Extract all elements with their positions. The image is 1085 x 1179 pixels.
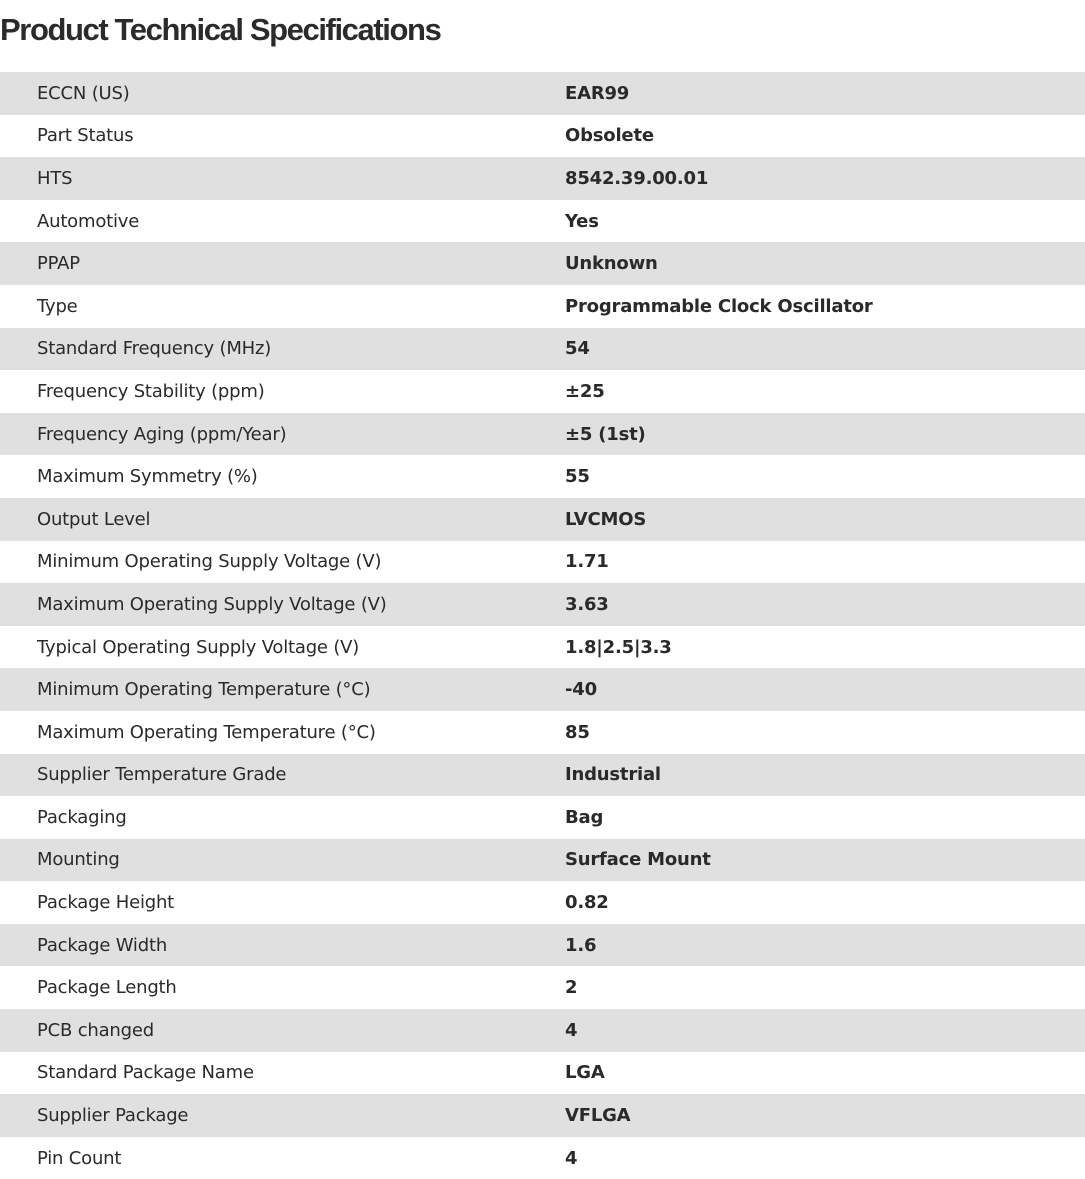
spec-row (0, 455, 1085, 498)
spec-name: Maximum Operating Supply Voltage (V) (37, 593, 387, 615)
spec-value: Surface Mount (565, 849, 711, 871)
spec-row (0, 668, 1085, 711)
spec-value: 0.82 (565, 892, 609, 914)
spec-name: Maximum Operating Temperature (°C) (37, 721, 376, 743)
spec-name: ECCN (US) (37, 82, 130, 104)
spec-name: Frequency Stability (ppm) (37, 380, 265, 402)
spec-row (0, 242, 1085, 285)
spec-name: Minimum Operating Temperature (°C) (37, 679, 371, 701)
spec-value: 1.6 (565, 934, 597, 956)
spec-value: Yes (565, 210, 599, 232)
spec-table-body (0, 72, 1085, 1179)
spec-value: Bag (565, 806, 604, 828)
spec-name: Package Height (37, 892, 175, 914)
spec-value: 85 (565, 721, 590, 743)
spec-row (0, 711, 1085, 754)
spec-row (0, 583, 1085, 626)
spec-name: Mounting (37, 849, 120, 871)
spec-name: PCB changed (37, 1019, 154, 1041)
spec-name: Output Level (37, 508, 151, 530)
spec-row (0, 754, 1085, 797)
spec-row (0, 328, 1085, 371)
spec-row (0, 370, 1085, 413)
spec-value: 4 (565, 1147, 578, 1169)
spec-value: 55 (565, 466, 590, 488)
spec-row (0, 72, 1085, 115)
spec-name: Standard Package Name (37, 1062, 254, 1084)
spec-name: Packaging (37, 806, 127, 828)
spec-name: PPAP (37, 253, 80, 275)
spec-value: LGA (565, 1062, 605, 1084)
spec-value: Programmable Clock Oscillator (565, 295, 873, 317)
spec-value: Unknown (565, 253, 658, 275)
spec-row (0, 881, 1085, 924)
spec-value: Industrial (565, 764, 661, 786)
spec-name: Typical Operating Supply Voltage (V) (37, 636, 360, 658)
spec-row (0, 157, 1085, 200)
spec-value: 8542.39.00.01 (565, 167, 709, 189)
spec-value: VFLGA (565, 1105, 631, 1127)
spec-row (0, 115, 1085, 158)
spec-value: 2 (565, 977, 578, 999)
spec-name: Part Status (37, 125, 134, 147)
spec-value: 3.63 (565, 593, 609, 615)
spec-row (0, 200, 1085, 243)
spec-name: Supplier Temperature Grade (37, 764, 287, 786)
spec-value: -40 (565, 679, 597, 701)
spec-name: Package Length (37, 977, 177, 999)
spec-value: EAR99 (565, 82, 630, 104)
spec-row (0, 1137, 1085, 1179)
spec-name: Pin Count (37, 1147, 122, 1169)
spec-row (0, 966, 1085, 1009)
spec-name: Package Width (37, 934, 168, 956)
spec-value: 54 (565, 338, 590, 360)
spec-row (0, 1009, 1085, 1052)
spec-name: Standard Frequency (MHz) (37, 338, 272, 360)
spec-value: 1.8|2.5|3.3 (565, 636, 672, 658)
spec-table (0, 72, 1085, 1179)
spec-name: Frequency Aging (ppm/Year) (37, 423, 287, 445)
spec-name: Automotive (37, 210, 140, 232)
spec-row (0, 796, 1085, 839)
spec-name: Type (37, 295, 78, 317)
spec-row (0, 285, 1085, 328)
spec-row (0, 839, 1085, 882)
spec-name: HTS (37, 167, 73, 189)
spec-row (0, 413, 1085, 456)
page-title: Product Technical Specifications (0, 12, 441, 47)
spec-value: LVCMOS (565, 508, 647, 530)
spec-row (0, 1094, 1085, 1137)
spec-row (0, 626, 1085, 669)
spec-name: Supplier Package (37, 1105, 189, 1127)
spec-value: ±5 (1st) (565, 423, 646, 445)
spec-name: Maximum Symmetry (%) (37, 466, 258, 488)
spec-value: 4 (565, 1019, 578, 1041)
spec-row (0, 541, 1085, 584)
spec-row (0, 498, 1085, 541)
spec-value: Obsolete (565, 125, 654, 147)
spec-value: ±25 (565, 380, 605, 402)
spec-name: Minimum Operating Supply Voltage (V) (37, 551, 382, 573)
spec-value: 1.71 (565, 551, 609, 573)
spec-row (0, 1052, 1085, 1095)
spec-row (0, 924, 1085, 967)
